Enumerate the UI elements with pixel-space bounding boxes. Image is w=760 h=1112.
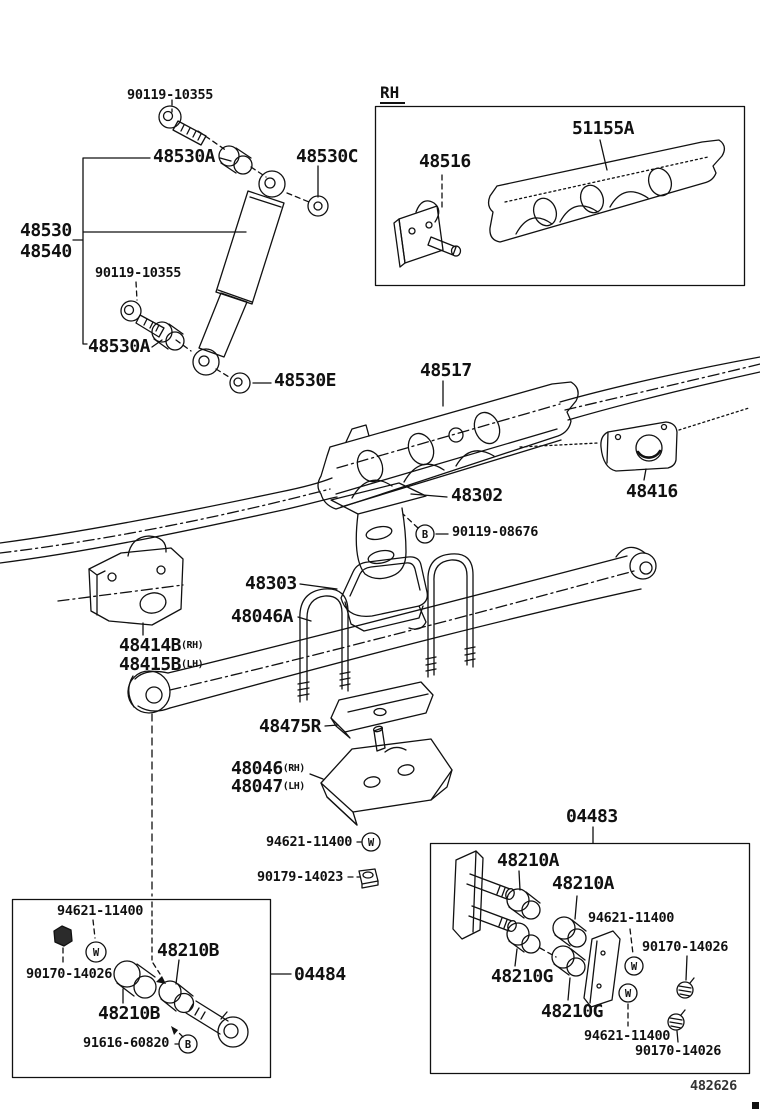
- part-label-48414b: 48414B(RH): [119, 635, 204, 656]
- bracket-leader-lines: [73, 158, 246, 347]
- hanger-bracket-drawing: [58, 536, 183, 625]
- part-label-48517: 48517: [420, 360, 472, 381]
- leader-screw-1: [686, 956, 687, 980]
- leader-washer-kit-left: [93, 920, 95, 938]
- shock-absorber-drawing: [193, 171, 285, 375]
- part-label-51155a: 51155A: [572, 118, 635, 139]
- circled-w-icon: [362, 833, 380, 851]
- leader-48210b-1: [176, 960, 179, 984]
- part-label-48530: 48530: [20, 220, 72, 241]
- part-label-90170-14026-kitright2: 90170-14026: [635, 1043, 722, 1059]
- part-label-94621-11400-kitleft: 94621-11400: [57, 903, 144, 919]
- svg-text:W: W: [92, 947, 100, 959]
- bushing-icon: [159, 981, 194, 1013]
- part-label-94621-11400-kitright2: 94621-11400: [584, 1028, 671, 1044]
- kit-label-04483: 04483: [566, 806, 618, 827]
- bushing-icon: [507, 923, 540, 953]
- leader-51155a: [600, 140, 607, 170]
- part-label-48046: 48046(RH): [231, 758, 305, 779]
- svg-text:B: B: [421, 529, 429, 541]
- part-label-48516: 48516: [419, 151, 471, 172]
- leader-48046: [310, 774, 323, 779]
- screw-icon: [677, 978, 694, 998]
- part-label-48475r: 48475R: [259, 716, 322, 737]
- part-label-90179-14023: 90179-14023: [257, 869, 344, 885]
- part-label-48210b-1: 48210B: [157, 940, 220, 961]
- part-label-48210a-2: 48210A: [552, 873, 615, 894]
- part-label-48210g-2: 48210G: [541, 1001, 604, 1022]
- circled-w-icon: [619, 984, 637, 1002]
- part-label-48302: 48302: [451, 485, 503, 506]
- part-label-48303: 48303: [245, 573, 297, 594]
- bushing-icon: [114, 961, 156, 998]
- part-label-48530a-lower: 48530A: [88, 336, 151, 357]
- svg-text:W: W: [367, 837, 375, 849]
- nut-icon: [54, 926, 72, 946]
- bracket-48516-drawing: [394, 201, 461, 267]
- nut-icon: [308, 196, 328, 216]
- pointer-90119-08676: [403, 514, 418, 528]
- svg-text:B: B: [184, 1039, 192, 1051]
- bolt-icon: [121, 301, 164, 337]
- circled-b-icon: [416, 525, 434, 543]
- shackle-plate-drawing: [584, 931, 620, 1007]
- svg-text:W: W: [630, 961, 638, 973]
- rh-detail-box: [376, 107, 745, 286]
- grommet-icon: [230, 373, 250, 393]
- part-label-48415b: 48415B(LH): [119, 654, 204, 675]
- part-label-90170-14026-kitleft: 90170-14026: [26, 966, 113, 982]
- part-label-48416: 48416: [626, 481, 678, 502]
- part-label-48210a-1: 48210A: [497, 850, 560, 871]
- circled-w-icon: [625, 957, 643, 975]
- leader-washer-kit-right-1: [630, 929, 633, 954]
- part-label-48530e: 48530E: [274, 370, 337, 391]
- bracket-48416-drawing: [601, 422, 677, 471]
- leader-bolt-lower: [136, 282, 137, 300]
- circled-b-icon: [179, 1035, 197, 1053]
- part-label-90170-14026-kitright1: 90170-14026: [642, 939, 729, 955]
- nut-icon: [359, 869, 378, 888]
- view-label-rh: RH: [380, 84, 405, 104]
- part-label-48540: 48540: [20, 241, 72, 262]
- part-label-91616-60820: 91616-60820: [83, 1035, 170, 1051]
- link-arm-drawing: [186, 1001, 248, 1047]
- part-label-94621-11400-mid: 94621-11400: [266, 834, 353, 850]
- bolt-icon: [159, 106, 206, 145]
- spring-seat-drawing: [341, 557, 427, 631]
- kit-left-axis: [152, 902, 160, 974]
- part-label-48210b-2: 48210B: [98, 1003, 161, 1024]
- screw-icon: [668, 1010, 685, 1030]
- part-label-90119-08676: 90119-08676: [452, 524, 539, 540]
- svg-text:W: W: [624, 988, 632, 1000]
- part-label-90119-10355-upper: 90119-10355: [127, 87, 214, 103]
- bushing-icon: [552, 946, 585, 976]
- part-label-48047: 48047(LH): [231, 776, 305, 797]
- part-label-90119-10355-lower: 90119-10355: [95, 265, 182, 281]
- frame-reinforcement-drawing: [489, 140, 725, 242]
- corner-mark: [752, 1102, 759, 1109]
- part-label-94621-11400-kitright1: 94621-11400: [588, 910, 675, 926]
- bushing-icon: [553, 917, 586, 947]
- leader-screw-2: [677, 1031, 678, 1042]
- arrowhead: [171, 1026, 178, 1035]
- bushing-icon: [219, 146, 252, 174]
- drawing-number: 482626: [690, 1078, 737, 1094]
- part-label-48046a: 48046A: [231, 606, 294, 627]
- kit-label-04484: 04484: [294, 964, 346, 985]
- part-label-48210g-1: 48210G: [491, 966, 554, 987]
- u-bolt-drawing: [298, 554, 475, 702]
- lower-seat-drawing: [321, 725, 452, 825]
- assembly-axis-lower: [176, 340, 229, 377]
- leader-48302: [411, 494, 447, 497]
- part-label-48530a-upper: 48530A: [153, 146, 216, 167]
- crossmember-drawing: [318, 382, 578, 509]
- leader-48303: [300, 584, 337, 589]
- circled-w-icon: [86, 942, 106, 962]
- leader-48416: [644, 469, 646, 480]
- part-label-48530c: 48530C: [296, 146, 359, 167]
- bushing-icon: [507, 889, 540, 919]
